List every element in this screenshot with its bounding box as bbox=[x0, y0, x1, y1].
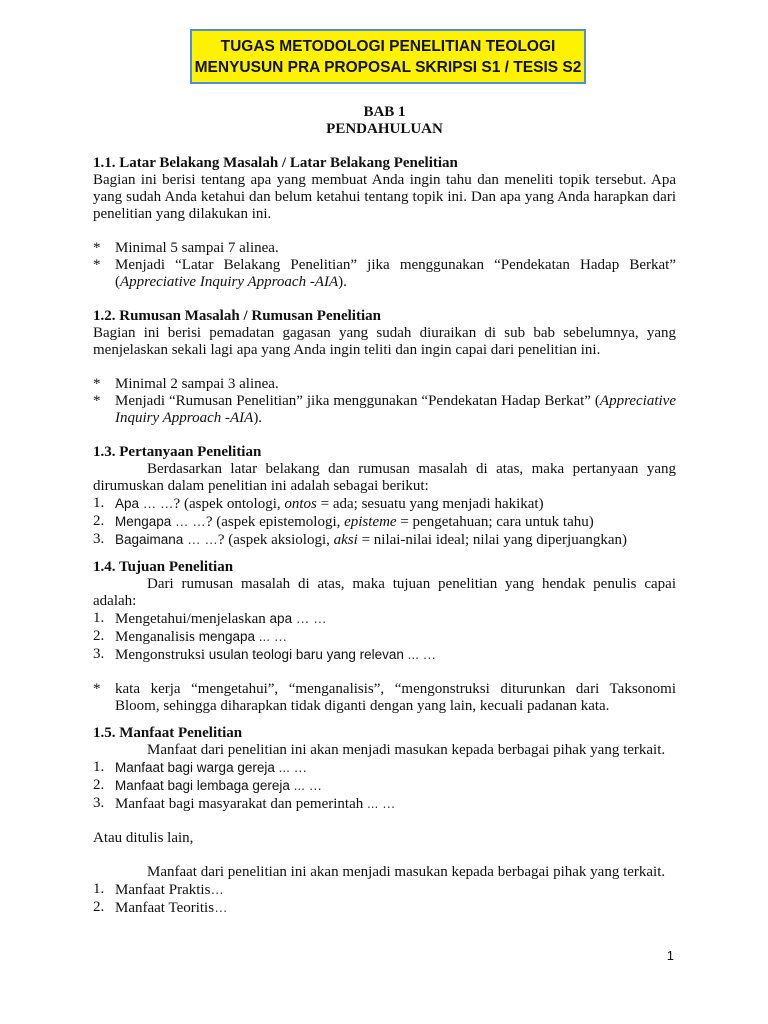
benefit-item-1: 1. Manfaat bagi warga gereja ... … bbox=[93, 759, 308, 775]
section-1-4-heading: 1.4. Tujuan Penelitian bbox=[93, 559, 234, 575]
alternative-intro: Atau ditulis lain, bbox=[93, 830, 194, 846]
section-1-1-bullet-2: * Menjadi “Latar Belakang Penelitian” jika menggunakan “Pendekatan Hadap Berkat” (Appreciative Inquiry Approach -AIA). bbox=[93, 257, 676, 290]
section-1-3-paragraph: Berdasarkan latar belakang dan rumusan masalah di atas, maka pertanyaan yang dirumuskan dalam penelitian ini adalah sebagai berikut: bbox=[93, 461, 676, 494]
benefit-alt-item-2: 2. Manfaat Teoritis… bbox=[93, 899, 228, 916]
section-1-5-paragraph: Manfaat dari penelitian ini akan menjadi masukan kepada berbagai pihak yang terkait. bbox=[147, 742, 666, 758]
banner-line-1: TUGAS METODOLOGI PENELITIAN TEOLOGI bbox=[220, 38, 556, 55]
section-1-1-bullet-1: * Minimal 5 sampai 7 alinea. bbox=[93, 240, 279, 256]
banner-line-2: MENYUSUN PRA PROPOSAL SKRIPSI S1 / TESIS S2 bbox=[194, 59, 582, 76]
question-item-1: 1. Apa … …? (aspek ontologi, ontos = ada; sesuatu yang menjadi hakikat) bbox=[93, 495, 544, 512]
goal-item-2: 2. Menganalisis mengapa ... … bbox=[93, 628, 288, 645]
goal-item-1: 1. Mengetahui/menjelaskan apa … … bbox=[93, 610, 327, 627]
section-1-2-paragraph: Bagian ini berisi pemadatan gagasan yang sudah diuraikan di sub bab sebelumnya, yang menjelaskan sekali lagi apa yang Anda ingin teliti dan ingin capai dari penelitian ini. bbox=[93, 325, 676, 358]
document-body bbox=[93, 104, 676, 917]
section-1-3-heading: 1.3. Pertanyaan Penelitian bbox=[93, 444, 262, 460]
page-number: 1 bbox=[666, 948, 674, 963]
question-item-3: 3. Bagaimana … …? (aspek aksiologi, aksi = nilai-nilai ideal; nilai yang diperjuangkan) bbox=[93, 531, 628, 548]
section-1-1-heading: 1.1. Latar Belakang Masalah / Latar Belakang Penelitian bbox=[93, 155, 458, 171]
section-1-5-paragraph-2: Manfaat dari penelitian ini akan menjadi masukan kepada berbagai pihak yang terkait. bbox=[147, 864, 666, 880]
goal-item-3: 3. Mengonstruksi usulan teologi baru yang relevan ... … bbox=[93, 646, 437, 663]
section-1-1-paragraph: Bagian ini berisi tentang apa yang membuat Anda ingin tahu dan meneliti topik tersebut. Apa yang sudah Anda ketahui dan belum ketahui tentang topik ini. Dan apa yang Anda harapkan dari penelitian yang dilakukan ini. bbox=[93, 172, 676, 222]
title-banner bbox=[190, 29, 586, 84]
section-1-2-bullet-1: * Minimal 2 sampai 3 alinea. bbox=[93, 376, 279, 392]
section-1-2-heading: 1.2. Rumusan Masalah / Rumusan Penelitian bbox=[93, 308, 381, 324]
benefit-item-2: 2. Manfaat bagi lembaga gereja ... … bbox=[93, 777, 323, 793]
question-item-2: 2. Mengapa … …? (aspek epistemologi, episteme = pengetahuan; cara untuk tahu) bbox=[93, 513, 594, 530]
section-1-5-heading: 1.5. Manfaat Penelitian bbox=[93, 725, 243, 741]
chapter-number: BAB 1 bbox=[363, 104, 406, 120]
section-1-4-note: * kata kerja “mengetahui”, “menganalisis”, “mengonstruksi diturunkan dari Taksonomi Bloom, sehingga diharapkan tidak diganti dengan yang lain, kecuali padanan kata. bbox=[93, 681, 676, 714]
section-1-2-bullet-2: * Menjadi “Rumusan Penelitian” jika menggunakan “Pendekatan Hadap Berkat” (Appreciative Inquiry Approach -AIA). bbox=[93, 393, 676, 426]
benefit-item-3: 3. Manfaat bagi masyarakat dan pemerintah ... … bbox=[93, 795, 396, 812]
chapter-title: PENDAHULUAN bbox=[326, 121, 443, 137]
section-1-4-paragraph: Dari rumusan masalah di atas, maka tujuan penelitian yang hendak penulis capai adalah: bbox=[93, 576, 676, 609]
benefit-alt-item-1: 1. Manfaat Praktis… bbox=[93, 881, 224, 898]
